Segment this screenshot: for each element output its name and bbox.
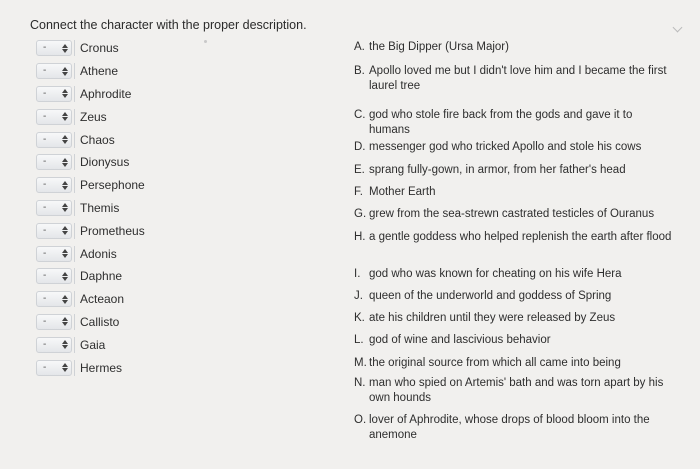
divider [74,223,75,239]
description-text: ate his children until they were released by Zeus [369,312,616,324]
match-select[interactable] [36,246,72,262]
select-value: - [43,270,47,282]
description-text: messenger god who tricked Apollo and stole his cows [369,141,642,153]
character-name: Adonis [80,246,117,261]
match-select[interactable] [36,63,72,79]
description-text: god who was known for cheating on his wife Hera [369,268,622,280]
select-value: - [43,338,47,350]
description-text: Apollo loved me but I didn't love him and I became the first laurel tree [369,65,667,92]
character-name: Zeus [80,109,107,124]
divider [74,268,75,284]
select-arrows-icon [62,363,68,372]
match-select[interactable] [36,40,72,56]
select-arrows-icon [62,112,68,121]
character-name: Athene [80,64,119,79]
match-select[interactable] [36,314,72,330]
description-letter: H. [354,231,366,243]
description-item [354,163,674,178]
character-list [36,37,145,379]
select-value: - [43,293,47,305]
select-value: - [43,315,47,327]
divider [74,154,75,170]
match-row [36,105,145,128]
select-arrows-icon [62,158,68,167]
description-text: a gentle goddess who helped replenish the earth after flood [369,231,672,243]
divider [74,337,75,353]
match-select[interactable] [36,86,72,102]
match-select[interactable] [36,360,72,376]
description-item [354,108,674,138]
match-row [36,174,145,197]
description-text: lover of Aphrodite, whose drops of blood bloom into the anemone [369,414,650,441]
select-arrows-icon [62,226,68,235]
select-value: - [43,156,47,168]
select-arrows-icon [62,272,68,281]
character-name: Persephone [80,178,145,193]
select-arrows-icon [62,340,68,349]
match-row [36,151,145,174]
description-item [354,140,674,155]
match-select[interactable] [36,200,72,216]
description-text: god who stole fire back from the gods and gave it to humans [369,109,633,136]
character-name: Hermes [80,360,123,375]
description-item [354,230,674,245]
description-item [354,333,674,348]
description-letter: B. [354,65,365,77]
description-letter: F. [354,186,363,198]
match-row [36,60,145,83]
description-letter: A. [354,41,365,53]
match-row [36,83,145,106]
divider [74,360,75,376]
match-row [36,197,145,220]
divider [74,132,75,148]
description-item [354,207,674,222]
question-text: Connect the character with the proper description. [30,18,307,32]
description-text: god of wine and lascivious behavior [369,334,551,346]
character-name: Dionysus [80,155,130,170]
select-value: - [43,224,47,236]
character-name: Daphne [80,269,123,284]
description-item [354,413,674,443]
description-letter: C. [354,109,366,121]
match-row [36,311,145,334]
description-text: grew from the sea-strewn castrated testicles of Ouranus [369,208,655,220]
description-letter: I. [354,268,361,280]
select-value: - [43,133,47,145]
divider [74,314,75,330]
select-value: - [43,42,47,54]
match-row [36,356,145,379]
select-arrows-icon [62,67,68,76]
match-select[interactable] [36,268,72,284]
chevron-icon [673,23,683,33]
character-name: Gaia [80,337,106,352]
description-letter: O. [354,414,367,426]
description-text: Mother Earth [369,186,436,198]
select-arrows-icon [62,317,68,326]
divider [74,200,75,216]
description-letter: M. [354,357,367,369]
divider [74,246,75,262]
description-text: the original source from which all came into being [369,357,621,369]
match-select[interactable] [36,337,72,353]
select-value: - [43,201,47,213]
description-item [354,64,674,94]
character-name: Chaos [80,132,115,147]
description-item [354,40,674,55]
description-item [354,185,674,200]
character-name: Prometheus [80,223,145,238]
character-name: Cronus [80,41,119,56]
character-name: Callisto [80,314,120,329]
match-row [36,265,145,288]
description-item [354,289,674,304]
divider [74,86,75,102]
description-item [354,311,674,326]
select-arrows-icon [62,181,68,190]
character-name: Themis [80,200,120,215]
select-value: - [43,87,47,99]
select-arrows-icon [62,295,68,304]
description-letter: L. [354,334,364,346]
description-text: queen of the underworld and goddess of Spring [369,290,612,302]
description-item [354,267,674,282]
match-row [36,219,145,242]
match-select[interactable] [36,132,72,148]
description-letter: D. [354,141,366,153]
divider [74,109,75,125]
select-value: - [43,361,47,373]
description-letter: K. [354,312,365,324]
select-arrows-icon [62,249,68,258]
match-row [36,288,145,311]
description-letter: N. [354,377,366,389]
select-arrows-icon [62,203,68,212]
select-arrows-icon [62,135,68,144]
match-select[interactable] [36,223,72,239]
divider [74,63,75,79]
select-value: - [43,110,47,122]
match-row [36,242,145,265]
description-text: man who spied on Artemis' bath and was torn apart by his own hounds [369,377,664,404]
select-value: - [43,247,47,259]
match-select[interactable] [36,291,72,307]
match-row [36,128,145,151]
description-letter: G. [354,208,367,220]
description-item [354,356,674,371]
match-select[interactable] [36,154,72,170]
match-row [36,333,145,356]
divider [74,177,75,193]
decorative-dot [204,40,207,43]
character-name: Aphrodite [80,86,132,101]
select-value: - [43,179,47,191]
description-text: the Big Dipper (Ursa Major) [369,41,509,53]
match-row [36,37,145,60]
select-value: - [43,65,47,77]
description-item [354,376,674,406]
match-select[interactable] [36,177,72,193]
description-text: sprang fully-gown, in armor, from her father's head [369,164,626,176]
select-arrows-icon [62,44,68,53]
description-letter: E. [354,164,365,176]
divider [74,291,75,307]
character-name: Acteaon [80,292,125,307]
divider [74,40,75,56]
description-letter: J. [354,290,363,302]
select-arrows-icon [62,89,68,98]
match-select[interactable] [36,109,72,125]
